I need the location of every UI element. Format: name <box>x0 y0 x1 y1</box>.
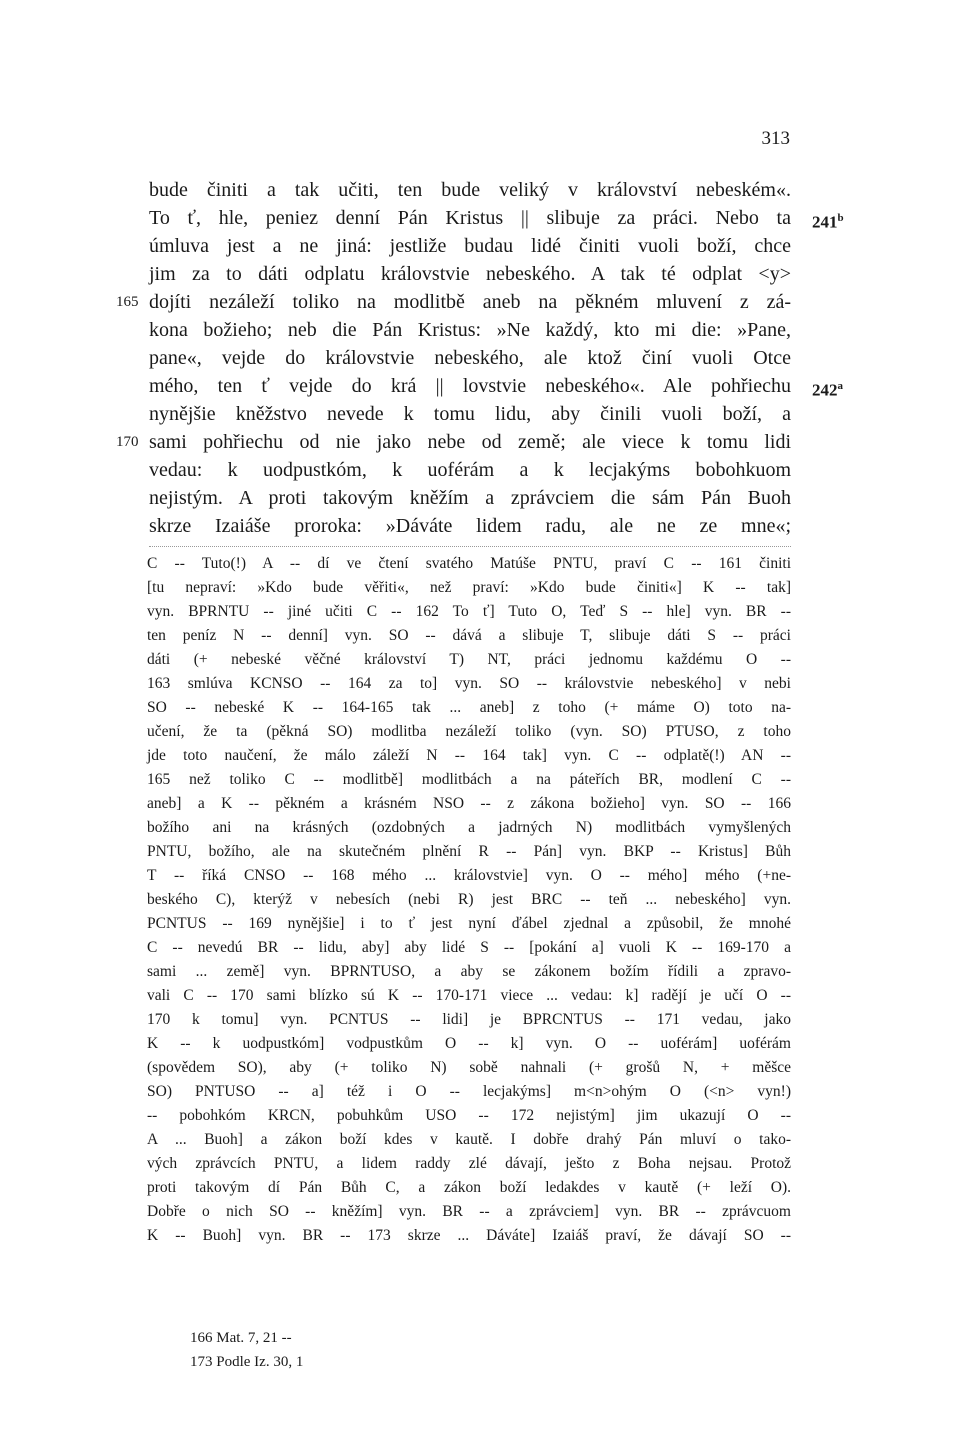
folio-reference <box>812 204 844 237</box>
main-text-line: nejistým. A proti takovým kněžím a zprávciem die sám Pán Buoh <box>149 487 791 509</box>
apparatus-line: PNTU, božího, ale na skutečném plnění R -- Pán] vyn. BKP -- Kristus] Bůh <box>147 843 791 860</box>
critical-apparatus <box>147 552 791 1248</box>
footnote-divider <box>149 546 791 547</box>
apparatus-line: aneb] a K -- pěkném a krásném NSO -- z zákona božieho] vyn. SO -- 166 <box>147 795 791 812</box>
source-notes <box>190 1326 303 1374</box>
main-text-line: nynějšie kněžstvo nevede k tomu lidu, aby činili vuoli boží, a <box>149 403 791 425</box>
apparatus-line: sami ... země] vyn. BPRNTUSO, a aby se zákonem božím řídili a zpravo- <box>147 963 791 980</box>
apparatus-line: dáti (+ nebeské věčné království T) NT, práci jednomu každému O -- <box>147 651 791 668</box>
main-text-line: pane«, vejde do královstvie nebeského, ale ktož činí vuoli Otce <box>149 347 791 369</box>
apparatus-line: 170 k tomu] vyn. PCNTUS -- lidi] je BPRCNTUS -- 171 vedau, jako <box>147 1011 791 1028</box>
line-number: 170 <box>116 434 139 450</box>
apparatus-line: učení, že ta (pěkná SO) modlitba nezáleží toliko (vyn. SO) PTUSO, z toho <box>147 723 791 740</box>
main-text-line: bude činiti a tak učiti, ten bude veliký v království nebeském«. <box>149 179 791 201</box>
apparatus-line: K -- Buoh] vyn. BR -- 173 skrze ... Dáváte] Izaiáš praví, že dávají SO -- <box>147 1227 791 1244</box>
main-text-line: jim za to dáti odplatu královstvie nebeského. A tak té odplat <y> <box>149 263 791 285</box>
apparatus-line: C -- Tuto(!) A -- dí ve čtení svatého Matúše PNTU, praví C -- 161 činiti <box>147 555 791 572</box>
folio-number: 241 <box>812 212 838 232</box>
folio-number: 242 <box>812 380 838 400</box>
apparatus-line: Dobře o nich SO -- kněžím] vyn. BR -- a zprávciem] vyn. BR -- zprávcuom <box>147 1203 791 1220</box>
apparatus-line: T -- říká CNSO -- 168 mého ... královstvie] vyn. O -- mého] mého (+ne- <box>147 867 791 884</box>
apparatus-line: (spovědem SO), aby (+ toliko N) sobě nahnali (+ grošů N, + měšce <box>147 1059 791 1076</box>
main-text <box>149 176 791 540</box>
apparatus-line: -- pobohkóm KRCN, pobuhkům USO -- 172 nejistým] jim ukazují O -- <box>147 1107 791 1124</box>
line-number: 165 <box>116 294 139 310</box>
apparatus-line: beského C), kterýž v nebesích (nebi R) jest BRC -- teň ... nebeského] vyn. <box>147 891 791 908</box>
apparatus-line: božího ani na krásných (ozdobných a jadrných N) modlitbách vymyšlených <box>147 819 791 836</box>
main-text-line: vedau: k uodpustkóm, k uoférám a k lecjakýms bobohkuom <box>149 459 791 481</box>
main-text-line: To ť, hle, peniez denní Pán Kristus || slibuje za práci. Nebo ta <box>149 207 791 229</box>
apparatus-line: jde toto naučení, že málo záleží N -- 164 tak] vyn. C -- odplatě(!) AN -- <box>147 747 791 764</box>
main-text-line: úmluva jest a ne jiná: jestliže budau lidé činiti vuoli boží, chce <box>149 235 791 257</box>
page-number: 313 <box>761 128 790 149</box>
apparatus-line: vali C -- 170 sami blízko sú K -- 170-171 viece ... vedau: k] radějí je učí O -- <box>147 987 791 1004</box>
apparatus-line: vých zprávcích PNTU, a lidem raddy zlé dávají, ješto z Boha nejsau. Protož <box>147 1155 791 1172</box>
apparatus-line: 165 než toliko C -- modlitbě] modlitbách a na páteřích BR, modlení C -- <box>147 771 791 788</box>
source-note: 166 Mat. 7, 21 -- <box>190 1330 292 1346</box>
source-note: 173 Podle Iz. 30, 1 <box>190 1354 304 1370</box>
main-text-line: kona božieho; neb die Pán Kristus: »Ne každý, kto mi die: »Pane, <box>149 319 791 341</box>
apparatus-line: [tu nepraví: »Kdo bude věřiti«, než praví: »Kdo bude činiti«] K -- tak] <box>147 579 791 596</box>
apparatus-line: SO -- nebeské K -- 164-165 tak ... aneb] z toho (+ máme O) toto na- <box>147 699 791 716</box>
folio-side: a <box>837 380 843 392</box>
folio-side: b <box>837 212 844 224</box>
apparatus-line: A ... Buoh] a zákon boží kdes v kautě. I dobře drahý Pán mluví o tako- <box>147 1131 791 1148</box>
main-text-line: dojíti nezáleží toliko na modlitbě aneb na pěkném mluvení z zá- <box>149 291 791 313</box>
apparatus-line: vyn. BPRNTU -- jiné učiti C -- 162 To ť] Tuto O, Teď S -- hle] vyn. BR -- <box>147 603 791 620</box>
apparatus-line: 163 smlúva KCNSO -- 164 za to] vyn. SO -- královstvie nebeského] v nebi <box>147 675 791 692</box>
apparatus-line: K -- k uodpustkóm] vodpustkům O -- k] vyn. O -- uoférám] uoférám <box>147 1035 791 1052</box>
main-text-line: mého, ten ť vejde do krá || lovstvie nebeského«. Ale pohřiechu <box>149 375 791 397</box>
apparatus-line: C -- nevedú BR -- lidu, aby] aby lidé S -- [pokání a] vuoli K -- 169-170 a <box>147 939 791 956</box>
apparatus-line: ten peníz N -- denní] vyn. SO -- dává a slibuje T, slibuje dáti S -- práci <box>147 627 791 644</box>
apparatus-line: SO) PNTUSO -- a] též i O -- lecjakýms] m<n>ohým O (<n> vyn!) <box>147 1083 791 1100</box>
main-text-line: sami pohřiechu od nie jako nebe od země; ale viece k tomu lidi <box>149 431 791 453</box>
apparatus-line: PCNTUS -- 169 nynějšie] i to ť jest nyní ďábel zjednal a způsobil, že mnohé <box>147 915 791 932</box>
main-text-line: skrze Izaiáše proroka: »Dáváte lidem radu, ale ne ze mne«; <box>149 515 791 537</box>
folio-reference <box>812 372 843 405</box>
apparatus-line: proti takovým dí Pán Bůh C, a zákon boží ledakdes v kautě (+ leží O). <box>147 1179 791 1196</box>
